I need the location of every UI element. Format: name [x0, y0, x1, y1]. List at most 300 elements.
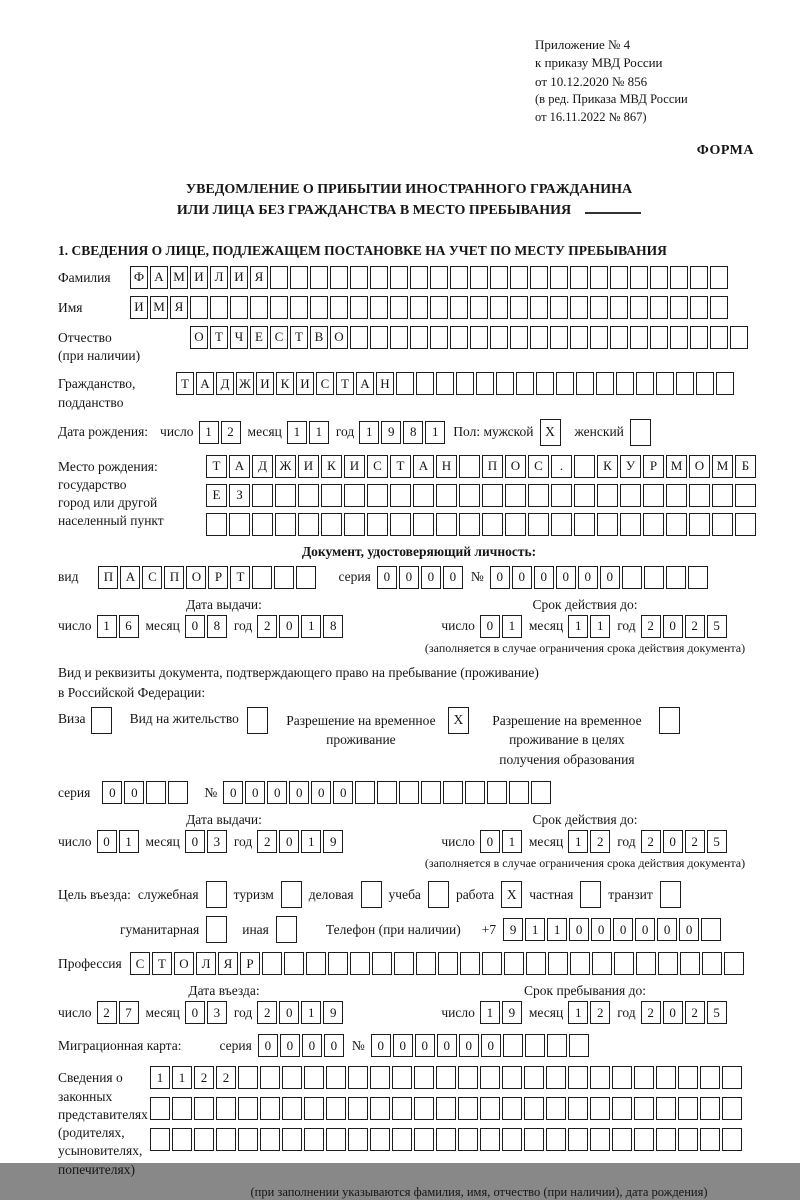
form-cell[interactable]: В	[310, 326, 328, 349]
form-cell[interactable]: 1	[150, 1066, 170, 1089]
form-cell[interactable]	[436, 1066, 456, 1089]
form-cell[interactable]: П	[164, 566, 184, 589]
form-cell[interactable]: С	[528, 455, 549, 478]
form-cell[interactable]	[678, 1066, 698, 1089]
residence-permit-checkbox[interactable]	[247, 707, 268, 734]
form-cell[interactable]: О	[689, 455, 710, 478]
form-cell[interactable]	[596, 372, 614, 395]
form-cell[interactable]	[490, 326, 508, 349]
form-cell[interactable]	[689, 484, 710, 507]
form-cell[interactable]: М	[712, 455, 733, 478]
form-cell[interactable]: 0	[663, 1001, 683, 1024]
form-cell[interactable]: А	[229, 455, 250, 478]
form-cell[interactable]: 0	[311, 781, 331, 804]
form-cell[interactable]: 2	[221, 421, 241, 444]
form-cell[interactable]: С	[367, 455, 388, 478]
form-cell[interactable]	[551, 513, 572, 536]
form-cell[interactable]	[490, 266, 508, 289]
form-cell[interactable]	[710, 326, 728, 349]
form-cell[interactable]	[390, 266, 408, 289]
form-cell[interactable]: 9	[381, 421, 401, 444]
form-cell[interactable]: 3	[207, 830, 227, 853]
form-cell[interactable]: 0	[421, 566, 441, 589]
form-cell[interactable]	[504, 952, 524, 975]
form-cell[interactable]: 0	[578, 566, 598, 589]
form-cell[interactable]	[290, 296, 308, 319]
form-cell[interactable]: 0	[279, 1001, 299, 1024]
form-cell[interactable]	[574, 484, 595, 507]
form-cell[interactable]	[656, 1128, 676, 1151]
form-cell[interactable]	[377, 781, 397, 804]
form-cell[interactable]: Р	[240, 952, 260, 975]
form-cell[interactable]: Я	[170, 296, 188, 319]
form-cell[interactable]: 1	[525, 918, 545, 941]
form-cell[interactable]	[550, 266, 568, 289]
form-cell[interactable]: 1	[568, 615, 588, 638]
form-cell[interactable]	[526, 952, 546, 975]
form-cell[interactable]	[330, 296, 348, 319]
form-cell[interactable]: 0	[377, 566, 397, 589]
form-cell[interactable]	[509, 781, 529, 804]
form-cell[interactable]	[568, 1128, 588, 1151]
form-cell[interactable]: 2	[257, 615, 277, 638]
form-cell[interactable]: 0	[280, 1034, 300, 1057]
form-cell[interactable]	[450, 326, 468, 349]
form-cell[interactable]	[370, 266, 388, 289]
form-cell[interactable]	[650, 296, 668, 319]
form-cell[interactable]	[722, 1128, 742, 1151]
form-cell[interactable]: О	[330, 326, 348, 349]
form-cell[interactable]	[505, 513, 526, 536]
form-cell[interactable]	[328, 952, 348, 975]
form-cell[interactable]	[355, 781, 375, 804]
form-cell[interactable]	[730, 326, 748, 349]
purpose-opt5-checkbox[interactable]: X	[501, 881, 522, 908]
form-cell[interactable]	[298, 513, 319, 536]
form-cell[interactable]: 0	[102, 781, 122, 804]
visa-checkbox[interactable]	[91, 707, 112, 734]
form-cell[interactable]	[470, 266, 488, 289]
form-cell[interactable]: 1	[172, 1066, 192, 1089]
purpose-opt6-checkbox[interactable]	[580, 881, 601, 908]
form-cell[interactable]	[326, 1097, 346, 1120]
form-cell[interactable]	[321, 513, 342, 536]
form-cell[interactable]	[306, 952, 326, 975]
purpose-opt9-checkbox[interactable]	[276, 916, 297, 943]
form-cell[interactable]: 8	[323, 615, 343, 638]
form-cell[interactable]	[710, 266, 728, 289]
form-cell[interactable]	[194, 1097, 214, 1120]
form-cell[interactable]: 2	[685, 1001, 705, 1024]
form-cell[interactable]: 9	[502, 1001, 522, 1024]
form-cell[interactable]: 1	[301, 1001, 321, 1024]
form-cell[interactable]	[634, 1128, 654, 1151]
form-cell[interactable]	[634, 1097, 654, 1120]
form-cell[interactable]: 0	[185, 615, 205, 638]
form-cell[interactable]	[644, 566, 664, 589]
form-cell[interactable]: П	[482, 455, 503, 478]
form-cell[interactable]	[350, 326, 368, 349]
form-cell[interactable]	[330, 266, 348, 289]
form-cell[interactable]: 0	[635, 918, 655, 941]
form-cell[interactable]	[310, 296, 328, 319]
form-cell[interactable]: 0	[591, 918, 611, 941]
form-cell[interactable]: О	[505, 455, 526, 478]
form-cell[interactable]	[421, 781, 441, 804]
form-cell[interactable]	[348, 1066, 368, 1089]
form-cell[interactable]	[590, 1128, 610, 1151]
form-cell[interactable]	[480, 1128, 500, 1151]
form-cell[interactable]: 0	[393, 1034, 413, 1057]
form-cell[interactable]: 0	[185, 1001, 205, 1024]
form-cell[interactable]: И	[190, 266, 208, 289]
form-cell[interactable]	[724, 952, 744, 975]
form-cell[interactable]: Л	[210, 266, 228, 289]
form-cell[interactable]	[252, 484, 273, 507]
form-cell[interactable]: 0	[443, 566, 463, 589]
form-cell[interactable]	[620, 513, 641, 536]
form-cell[interactable]	[390, 484, 411, 507]
form-cell[interactable]: 1	[119, 830, 139, 853]
form-cell[interactable]	[570, 266, 588, 289]
form-cell[interactable]	[650, 326, 668, 349]
form-cell[interactable]: .	[551, 455, 572, 478]
form-cell[interactable]	[666, 484, 687, 507]
form-cell[interactable]: 2	[685, 615, 705, 638]
form-cell[interactable]: 0	[124, 781, 144, 804]
form-cell[interactable]	[712, 513, 733, 536]
form-cell[interactable]	[502, 1128, 522, 1151]
form-cell[interactable]	[643, 484, 664, 507]
form-cell[interactable]	[670, 326, 688, 349]
form-cell[interactable]	[150, 1097, 170, 1120]
form-cell[interactable]: 0	[556, 566, 576, 589]
form-cell[interactable]: М	[666, 455, 687, 478]
form-cell[interactable]: Р	[208, 566, 228, 589]
form-cell[interactable]: 2	[641, 830, 661, 853]
form-cell[interactable]: Е	[206, 484, 227, 507]
form-cell[interactable]: Т	[152, 952, 172, 975]
form-cell[interactable]: М	[150, 296, 168, 319]
form-cell[interactable]	[524, 1128, 544, 1151]
form-cell[interactable]: 7	[119, 1001, 139, 1024]
form-cell[interactable]	[260, 1097, 280, 1120]
form-cell[interactable]	[304, 1128, 324, 1151]
form-cell[interactable]	[650, 266, 668, 289]
form-cell[interactable]	[168, 781, 188, 804]
form-cell[interactable]: Я	[250, 266, 268, 289]
form-cell[interactable]	[210, 296, 228, 319]
form-cell[interactable]	[216, 1128, 236, 1151]
form-cell[interactable]	[476, 372, 494, 395]
form-cell[interactable]: 2	[257, 830, 277, 853]
form-cell[interactable]: 9	[503, 918, 523, 941]
form-cell[interactable]	[290, 266, 308, 289]
form-cell[interactable]	[569, 1034, 589, 1057]
form-cell[interactable]: Ж	[236, 372, 254, 395]
form-cell[interactable]	[666, 513, 687, 536]
purpose-opt8-checkbox[interactable]	[206, 916, 227, 943]
form-cell[interactable]	[370, 296, 388, 319]
form-cell[interactable]: К	[321, 455, 342, 478]
form-cell[interactable]: 1	[359, 421, 379, 444]
form-cell[interactable]: 0	[267, 781, 287, 804]
form-cell[interactable]: 0	[663, 615, 683, 638]
form-cell[interactable]	[502, 1097, 522, 1120]
form-cell[interactable]	[238, 1097, 258, 1120]
form-cell[interactable]	[416, 952, 436, 975]
purpose-opt1-checkbox[interactable]	[206, 881, 227, 908]
form-cell[interactable]	[465, 781, 485, 804]
form-cell[interactable]	[656, 1097, 676, 1120]
form-cell[interactable]	[530, 296, 548, 319]
form-cell[interactable]	[487, 781, 507, 804]
form-cell[interactable]	[321, 484, 342, 507]
form-cell[interactable]	[574, 455, 595, 478]
form-cell[interactable]: 0	[569, 918, 589, 941]
form-cell[interactable]: Е	[250, 326, 268, 349]
purpose-opt2-checkbox[interactable]	[281, 881, 302, 908]
form-cell[interactable]	[392, 1128, 412, 1151]
form-cell[interactable]	[414, 1097, 434, 1120]
form-cell[interactable]	[524, 1097, 544, 1120]
form-cell[interactable]: 0	[97, 830, 117, 853]
form-cell[interactable]	[576, 372, 594, 395]
form-cell[interactable]	[712, 484, 733, 507]
form-cell[interactable]: К	[597, 455, 618, 478]
form-cell[interactable]: 0	[657, 918, 677, 941]
form-cell[interactable]	[216, 1097, 236, 1120]
form-cell[interactable]	[590, 1097, 610, 1120]
form-cell[interactable]	[528, 513, 549, 536]
form-cell[interactable]: М	[170, 266, 188, 289]
form-cell[interactable]	[701, 918, 721, 941]
form-cell[interactable]	[282, 1128, 302, 1151]
form-cell[interactable]	[531, 781, 551, 804]
form-cell[interactable]	[696, 372, 714, 395]
form-cell[interactable]: 2	[97, 1001, 117, 1024]
form-cell[interactable]	[702, 952, 722, 975]
form-cell[interactable]: К	[276, 372, 294, 395]
form-cell[interactable]	[456, 372, 474, 395]
form-cell[interactable]: 2	[216, 1066, 236, 1089]
form-cell[interactable]: 0	[459, 1034, 479, 1057]
form-cell[interactable]	[516, 372, 534, 395]
form-cell[interactable]	[459, 455, 480, 478]
form-cell[interactable]	[656, 1066, 676, 1089]
form-cell[interactable]	[590, 266, 608, 289]
form-cell[interactable]: 1	[199, 421, 219, 444]
form-cell[interactable]	[206, 513, 227, 536]
form-cell[interactable]	[525, 1034, 545, 1057]
form-cell[interactable]	[536, 372, 554, 395]
form-cell[interactable]: 0	[289, 781, 309, 804]
form-cell[interactable]	[430, 266, 448, 289]
form-cell[interactable]: 0	[534, 566, 554, 589]
form-cell[interactable]: 1	[480, 1001, 500, 1024]
form-cell[interactable]: 8	[207, 615, 227, 638]
form-cell[interactable]	[503, 1034, 523, 1057]
form-cell[interactable]	[597, 513, 618, 536]
form-cell[interactable]: 8	[403, 421, 423, 444]
form-cell[interactable]	[551, 484, 572, 507]
form-cell[interactable]	[450, 296, 468, 319]
form-cell[interactable]: 0	[333, 781, 353, 804]
form-cell[interactable]	[350, 296, 368, 319]
form-cell[interactable]	[416, 372, 434, 395]
form-cell[interactable]: А	[196, 372, 214, 395]
form-cell[interactable]	[612, 1097, 632, 1120]
form-cell[interactable]	[524, 1066, 544, 1089]
form-cell[interactable]: Д	[216, 372, 234, 395]
form-cell[interactable]	[275, 484, 296, 507]
form-cell[interactable]: 0	[258, 1034, 278, 1057]
form-cell[interactable]	[459, 484, 480, 507]
form-cell[interactable]: Н	[376, 372, 394, 395]
temp-education-checkbox[interactable]	[659, 707, 680, 734]
form-cell[interactable]	[458, 1128, 478, 1151]
temp-residence-checkbox[interactable]: X	[448, 707, 469, 734]
form-cell[interactable]	[430, 296, 448, 319]
form-cell[interactable]: 0	[223, 781, 243, 804]
form-cell[interactable]	[658, 952, 678, 975]
form-cell[interactable]	[716, 372, 734, 395]
form-cell[interactable]: 0	[415, 1034, 435, 1057]
form-cell[interactable]	[546, 1066, 566, 1089]
form-cell[interactable]: 1	[97, 615, 117, 638]
form-cell[interactable]	[370, 1066, 390, 1089]
form-cell[interactable]	[370, 1097, 390, 1120]
form-cell[interactable]: 5	[707, 615, 727, 638]
form-cell[interactable]	[570, 952, 590, 975]
form-cell[interactable]	[550, 296, 568, 319]
form-cell[interactable]: 0	[399, 566, 419, 589]
form-cell[interactable]	[194, 1128, 214, 1151]
form-cell[interactable]	[710, 296, 728, 319]
form-cell[interactable]	[282, 1066, 302, 1089]
form-cell[interactable]	[636, 372, 654, 395]
form-cell[interactable]	[612, 1066, 632, 1089]
form-cell[interactable]: И	[130, 296, 148, 319]
form-cell[interactable]	[443, 781, 463, 804]
form-cell[interactable]	[436, 1128, 456, 1151]
form-cell[interactable]: 2	[257, 1001, 277, 1024]
form-cell[interactable]: О	[190, 326, 208, 349]
form-cell[interactable]	[367, 513, 388, 536]
form-cell[interactable]	[502, 1066, 522, 1089]
form-cell[interactable]	[304, 1066, 324, 1089]
form-cell[interactable]	[634, 1066, 654, 1089]
form-cell[interactable]	[568, 1097, 588, 1120]
form-cell[interactable]: И	[256, 372, 274, 395]
form-cell[interactable]	[348, 1128, 368, 1151]
form-cell[interactable]	[548, 952, 568, 975]
form-cell[interactable]: 1	[502, 615, 522, 638]
form-cell[interactable]: 0	[481, 1034, 501, 1057]
form-cell[interactable]	[310, 266, 328, 289]
form-cell[interactable]	[344, 513, 365, 536]
form-cell[interactable]	[252, 566, 272, 589]
form-cell[interactable]: 1	[568, 830, 588, 853]
form-cell[interactable]	[597, 484, 618, 507]
form-cell[interactable]: Б	[735, 455, 756, 478]
form-cell[interactable]: Т	[210, 326, 228, 349]
form-cell[interactable]: Д	[252, 455, 273, 478]
form-cell[interactable]	[620, 484, 641, 507]
form-cell[interactable]	[250, 296, 268, 319]
form-cell[interactable]: 2	[641, 615, 661, 638]
form-cell[interactable]: Т	[230, 566, 250, 589]
form-cell[interactable]	[410, 296, 428, 319]
form-cell[interactable]	[530, 326, 548, 349]
form-cell[interactable]	[350, 952, 370, 975]
form-cell[interactable]	[262, 952, 282, 975]
form-cell[interactable]: 2	[590, 830, 610, 853]
form-cell[interactable]	[172, 1128, 192, 1151]
form-cell[interactable]	[700, 1066, 720, 1089]
form-cell[interactable]	[390, 326, 408, 349]
form-cell[interactable]	[590, 326, 608, 349]
form-cell[interactable]	[614, 952, 634, 975]
form-cell[interactable]: А	[120, 566, 140, 589]
form-cell[interactable]	[436, 484, 457, 507]
form-cell[interactable]	[570, 326, 588, 349]
form-cell[interactable]	[370, 326, 388, 349]
form-cell[interactable]	[270, 266, 288, 289]
purpose-opt7-checkbox[interactable]	[660, 881, 681, 908]
form-cell[interactable]	[410, 326, 428, 349]
form-cell[interactable]: 0	[679, 918, 699, 941]
form-cell[interactable]	[396, 372, 414, 395]
form-cell[interactable]: 6	[119, 615, 139, 638]
form-cell[interactable]	[678, 1128, 698, 1151]
form-cell[interactable]	[436, 372, 454, 395]
form-cell[interactable]	[490, 296, 508, 319]
form-cell[interactable]	[260, 1066, 280, 1089]
form-cell[interactable]: О	[174, 952, 194, 975]
form-cell[interactable]: 1	[590, 615, 610, 638]
form-cell[interactable]	[275, 513, 296, 536]
form-cell[interactable]	[190, 296, 208, 319]
form-cell[interactable]: 0	[279, 830, 299, 853]
form-cell[interactable]	[270, 296, 288, 319]
form-cell[interactable]	[482, 484, 503, 507]
form-cell[interactable]: 1	[502, 830, 522, 853]
form-cell[interactable]	[574, 513, 595, 536]
form-cell[interactable]	[370, 1128, 390, 1151]
form-cell[interactable]	[700, 1128, 720, 1151]
form-cell[interactable]	[413, 513, 434, 536]
form-cell[interactable]	[150, 1128, 170, 1151]
form-cell[interactable]	[326, 1128, 346, 1151]
form-cell[interactable]	[700, 1097, 720, 1120]
form-cell[interactable]	[590, 1066, 610, 1089]
form-cell[interactable]: Я	[218, 952, 238, 975]
form-cell[interactable]	[252, 513, 273, 536]
purpose-opt3-checkbox[interactable]	[361, 881, 382, 908]
form-cell[interactable]	[344, 484, 365, 507]
form-cell[interactable]	[414, 1066, 434, 1089]
form-cell[interactable]: 2	[590, 1001, 610, 1024]
form-cell[interactable]	[392, 1097, 412, 1120]
form-cell[interactable]	[676, 372, 694, 395]
form-cell[interactable]	[350, 266, 368, 289]
form-cell[interactable]: 5	[707, 830, 727, 853]
form-cell[interactable]	[590, 296, 608, 319]
form-cell[interactable]: С	[142, 566, 162, 589]
form-cell[interactable]: И	[296, 372, 314, 395]
form-cell[interactable]	[450, 266, 468, 289]
